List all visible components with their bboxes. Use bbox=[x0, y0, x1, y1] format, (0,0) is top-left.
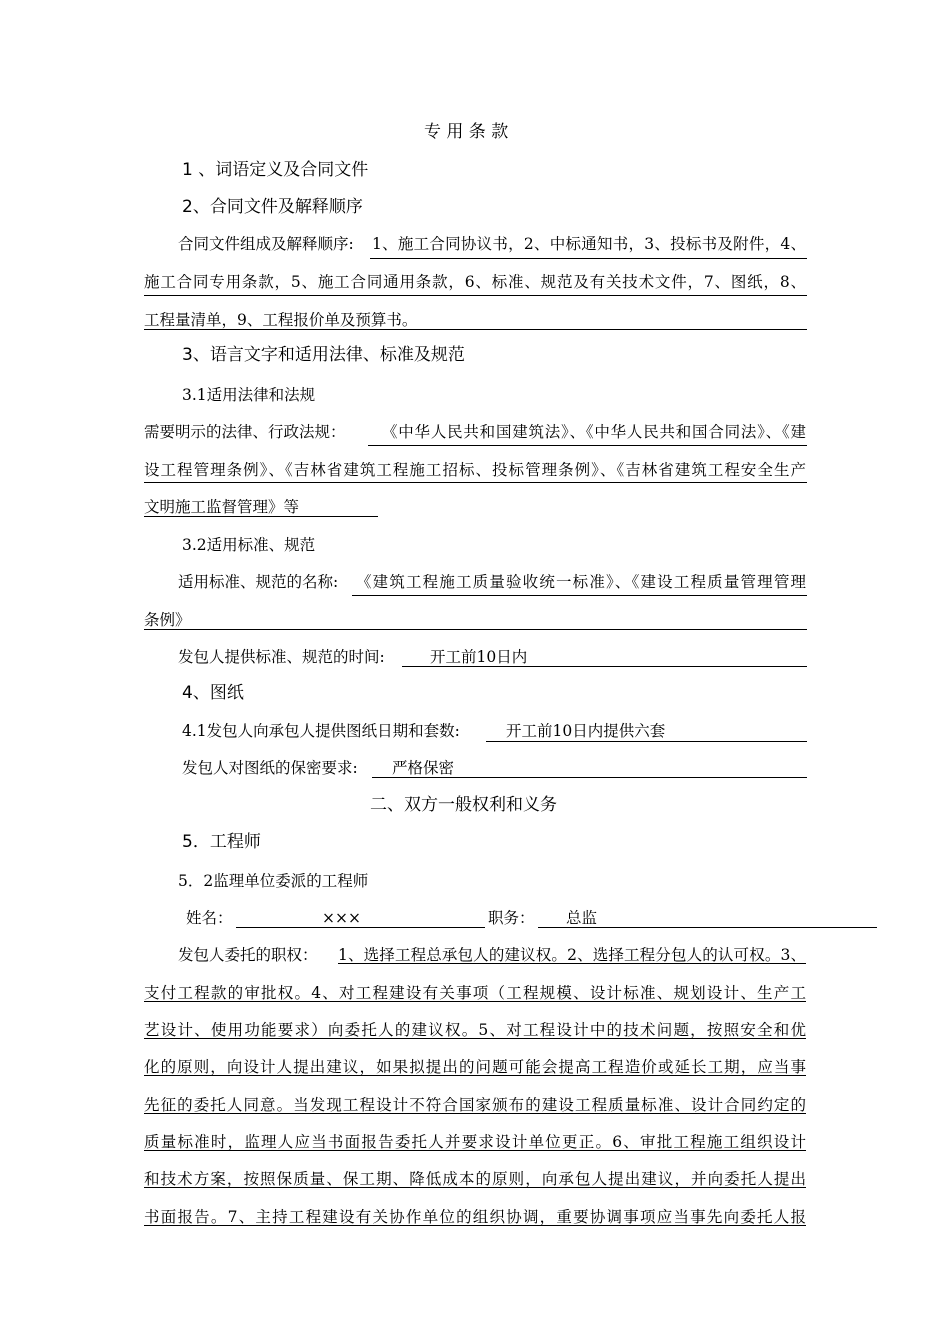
standards-line-2: 条例》 bbox=[144, 611, 191, 629]
engineer-name-value: ××× bbox=[322, 909, 361, 927]
page-title: 专 用 条 款 bbox=[424, 122, 509, 142]
heading-section-1: 1 、词语定义及合同文件 bbox=[182, 160, 369, 180]
part-2-title: 二、双方一般权利和义务 bbox=[370, 795, 557, 815]
duty-line-8: 书面报告。7、主持工程建设有关协作单位的组织协调，重要协调事项应当事先向委托人报 bbox=[144, 1208, 806, 1226]
subsection-3-1-title: 3.1适用法律和法规 bbox=[182, 386, 316, 404]
standards-time-value: 开工前10日内 bbox=[430, 648, 528, 666]
duty-line-1: 1、选择工程总承包人的建议权。2、选择工程分包人的认可权。3、 bbox=[338, 946, 806, 964]
standards-label: 适用标准、规范的名称: bbox=[178, 573, 339, 591]
laws-label: 需要明示的法律、行政法规： bbox=[144, 423, 346, 441]
drawings-secret-value: 严格保密 bbox=[392, 759, 455, 777]
engineer-name-label: 姓名： bbox=[186, 909, 233, 927]
contract-order-line-3: 工程量清单，9、工程报价单及预算书。 bbox=[144, 311, 418, 329]
underline bbox=[368, 445, 807, 446]
duty-label: 发包人委托的职权： bbox=[178, 946, 318, 964]
heading-section-3: 3、语言文字和适用法律、标准及规范 bbox=[182, 345, 465, 365]
underline bbox=[144, 516, 378, 517]
duty-line-7: 和技术方案，按照保质量、保工期、降低成本的原则，向承包人提出建议，并向委托人提出 bbox=[144, 1170, 806, 1188]
drawings-date-label: 4.1发包人向承包人提供图纸日期和套数: bbox=[182, 722, 460, 740]
subsection-5-2-title: 5．2监理单位委派的工程师 bbox=[178, 872, 369, 890]
underline bbox=[372, 777, 807, 778]
duty-line-6: 质量标准时，监理人应当书面报告委托人并要求设计单位更正。6、审批工程施工组织设计 bbox=[144, 1133, 806, 1151]
underline bbox=[144, 482, 807, 483]
heading-section-2: 2、合同文件及解释顺序 bbox=[182, 197, 363, 217]
underline bbox=[402, 666, 807, 667]
underline bbox=[486, 741, 807, 742]
standards-time-label: 发包人提供标准、规范的时间: bbox=[178, 648, 385, 666]
underline bbox=[352, 595, 807, 596]
duty-line-5: 先征的委托人同意。当发现工程设计不符合国家颁布的建设工程质量标准、设计合同约定的 bbox=[144, 1096, 806, 1114]
underline bbox=[144, 295, 807, 296]
duty-line-3: 艺设计、使用功能要求）向委托人的建议权。5、对工程设计中的技术问题，按照安全和优 bbox=[144, 1021, 806, 1039]
duty-line-4: 化的原则，向设计人提出建议，如果拟提出的问题可能会提高工程造价或延长工期，应当事 bbox=[144, 1058, 806, 1076]
subsection-3-2-title: 3.2适用标准、规范 bbox=[182, 536, 316, 554]
heading-section-5: 5．工程师 bbox=[182, 832, 261, 852]
laws-line-3: 文明施工监督管理》等 bbox=[144, 498, 300, 516]
underline bbox=[236, 927, 485, 928]
contract-order-line-1: 1、施工合同协议书，2、中标通知书，3、投标书及附件，4、 bbox=[372, 235, 806, 253]
engineer-role-label: 职务： bbox=[488, 909, 535, 927]
laws-line-1: 《中华人民共和国建筑法》、《中华人民共和国合同法》、《建 bbox=[382, 423, 806, 441]
drawings-date-value: 开工前10日内提供六套 bbox=[506, 722, 666, 740]
underline bbox=[144, 329, 807, 330]
drawings-secret-label: 发包人对图纸的保密要求: bbox=[182, 759, 358, 777]
heading-section-4: 4、图纸 bbox=[182, 683, 244, 703]
laws-line-2: 设工程管理条例》、《吉林省建筑工程施工招标、投标管理条例》、《吉林省建筑工程安全生产 bbox=[144, 461, 806, 479]
duty-line-2: 支付工程款的审批权。4、对工程建设有关事项（工程规模、设计标准、规划设计、生产工 bbox=[144, 984, 806, 1002]
contract-order-line-2: 施工合同专用条款，5、施工合同通用条款，6、标准、规范及有关技术文件，7、图纸，8、 bbox=[144, 273, 806, 291]
standards-line-1: 《建筑工程施工质量验收统一标准》、《建设工程质量管理管理 bbox=[356, 573, 806, 591]
engineer-role-value: 总监 bbox=[566, 909, 598, 927]
underline bbox=[538, 927, 877, 928]
underline bbox=[144, 629, 807, 630]
underline bbox=[370, 258, 807, 259]
contract-order-label: 合同文件组成及解释顺序: bbox=[178, 235, 354, 253]
